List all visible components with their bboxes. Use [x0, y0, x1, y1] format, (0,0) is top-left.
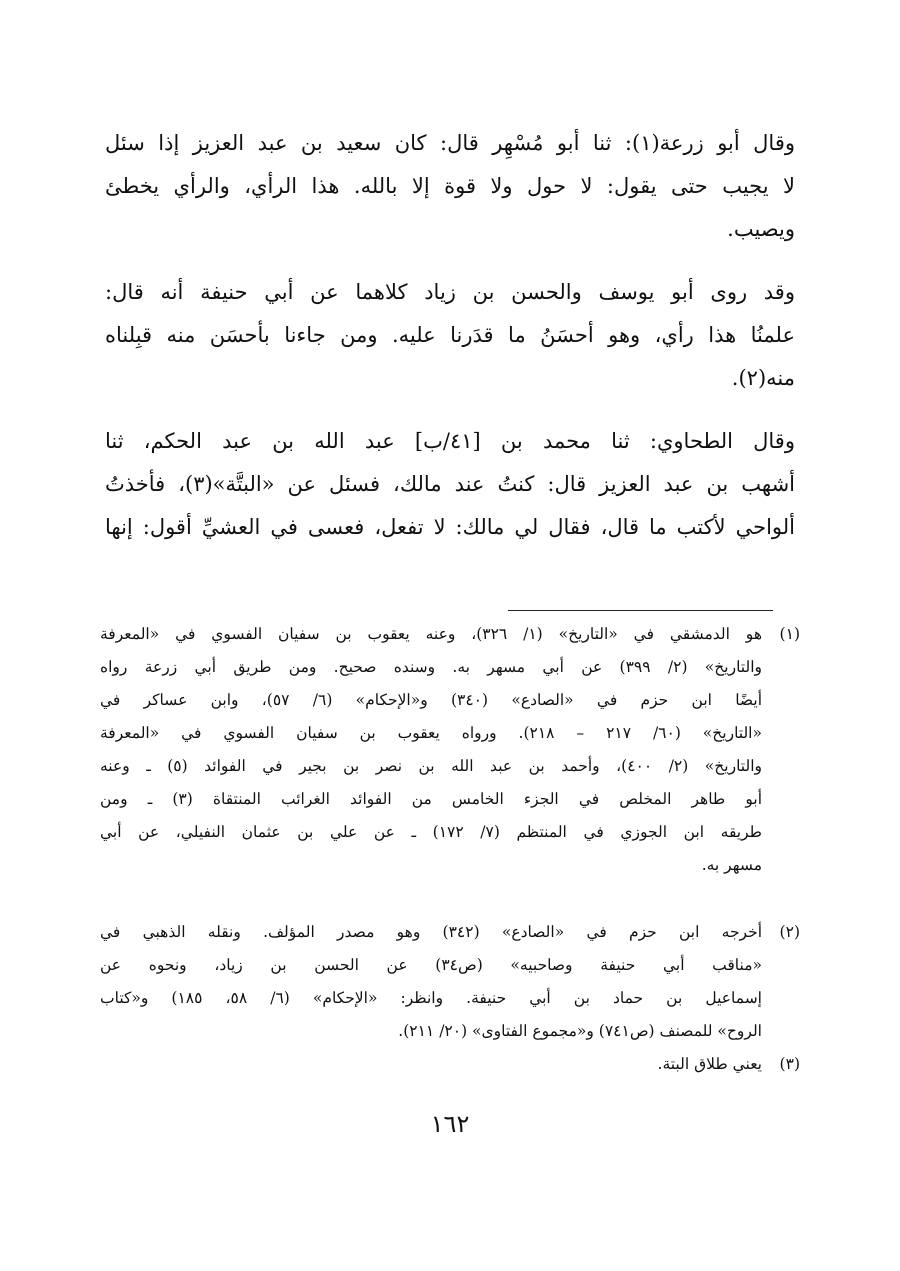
footnote-line: والتاريخ» (٢/ ٣٩٩) عن أبي مسهر به. وسنده صحيح. ومن طريق أبي زرعة رواه [100, 658, 762, 676]
footnote-line: أبو طاهر المخلص في الجزء الخامس من الفوائد الغرائب المنتقاة (٣) ـ ومن [100, 790, 762, 808]
footnote-line: هو الدمشقي في «التاريخ» (١/ ٣٢٦)، وعنه يعقوب بن سفيان الفسوي في «المعرفة [100, 625, 762, 643]
body-line: ويصيب. [727, 217, 795, 241]
footnote-line: مسهر به. [701, 856, 762, 874]
body-line: وقال الطحاوي: ثنا محمد بن [٤١/ب] عبد الله بن عبد الحكم، ثنا [105, 429, 795, 453]
body-line: ألواحي لأكتب ما قال، فقال لي مالك: لا تفعل، فعسى في العشيِّ أقول: إنها [105, 515, 795, 539]
footnote-line: «مناقب أبي حنيفة وصاحبيه» (ص٣٤) عن الحسن بن زياد، ونحوه عن [100, 956, 762, 974]
footnote-line: الروح» للمصنف (ص٧٤١) و«مجموع الفتاوى» (٢٠/ ٢١١). [398, 1022, 762, 1040]
footnote-line: يعني طلاق البتة. [657, 1055, 762, 1073]
footnote-line: إسماعيل بن حماد بن أبي حنيفة. وانظر: «الإحكام» (٦/ ٥٨، ١٨٥) و«كتاب [100, 989, 762, 1007]
footnote-line: أخرجه ابن حزم في «الصادع» (٣٤٢) وهو مصدر المؤلف. ونقله الذهبي في [100, 923, 762, 941]
footnote-number: (٢) [779, 923, 800, 941]
footnote-number: (٣) [779, 1055, 800, 1073]
body-line: منه(٢). [731, 366, 795, 390]
footnote-number: (١) [779, 625, 800, 643]
body-line: أشهب بن عبد العزيز قال: كنتُ عند مالك، فسئل عن «البتَّة»(٣)، فأخذتُ [105, 472, 796, 496]
footnote-line: طريقه ابن الجوزي في المنتظم (٧/ ١٧٢) ـ عن علي بن عثمان النفيلي، عن أبي [100, 823, 762, 841]
footnote-line: «التاريخ» (٦٠/ ٢١٧ – ٢١٨). ورواه يعقوب بن سفيان الفسوي في «المعرفة [100, 724, 762, 742]
page-number: ١٦٢ [430, 1110, 470, 1138]
body-line: وقال أبو زرعة(١): ثنا أبو مُسْهِر قال: كان سعيد بن عبد العزيز إذا سئل [105, 131, 796, 155]
footnote-separator [508, 610, 773, 611]
body-line: وقد روى أبو يوسف والحسن بن زياد كلاهما عن أبي حنيفة أنه قال: [105, 280, 795, 304]
body-line: لا يجيب حتى يقول: لا حول ولا قوة إلا بالله. هذا الرأي، والرأي يخطئ [105, 174, 795, 198]
body-line: علمنُا هذا رأي، وهو أحسَنُ ما قدَرنا عليه. ومن جاءنا بأحسَن منه قبِلناه [105, 323, 795, 347]
footnote-line: أيضًا ابن حزم في «الصادع» (٣٤٠) و«الإحكام» (٦/ ٥٧)، وابن عساكر في [100, 691, 762, 709]
footnote-line: والتاريخ» (٢/ ٤٠٠)، وأحمد بن عبد الله بن نصر بن بجير في الفوائد (٥) ـ وعنه [100, 757, 762, 775]
